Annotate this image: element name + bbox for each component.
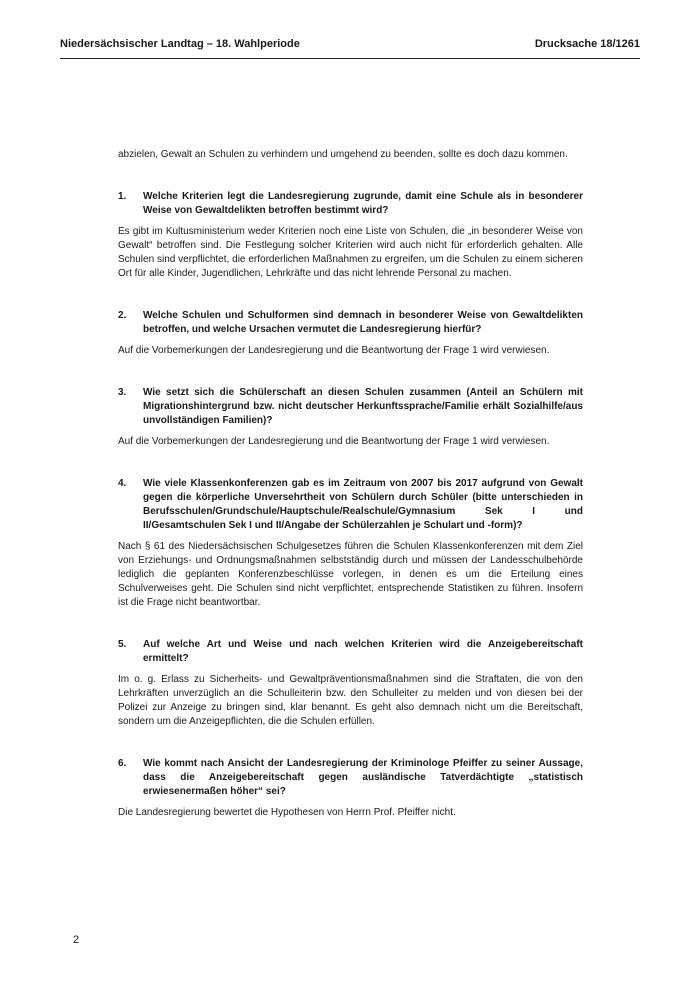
question-number: 6. [118,758,127,769]
question-text: Auf welche Art und Weise und nach welchen Kriterien wird die Anzeigebereitschaft ermittelt? [143,639,583,664]
answer-text: Auf die Vorbemerkungen der Landesregierung und die Beantwortung der Frage 1 wird verwiesen. [118,345,550,356]
question-text: Wie setzt sich die Schülerschaft an diesen Schulen zusammen (Anteil an Schülern mit Migrationshintergrund bzw. nicht deutscher Herkunftssprache/Familie erhält Sozialhilfe/aus unvollständigen Familien)? [143,387,583,426]
question-number: 4. [118,478,127,489]
question-number: 3. [118,387,127,398]
answer-text: Nach § 61 des Niedersächsischen Schulgesetzes führen die Schulen Klassenkonferenzen mit dem Ziel von Erziehungs- und Ordnungsmaßnahmen selbstständig durch und müssen der Landesschulbehörde lediglich die geplanten Konferenzbeschlüsse vorlegen, in denen es um die Erteilung eines Schulverweises geht. Die Schulen sind nicht verpflichtet, entsprechende Statistiken zu führen. Insofern ist die Frage nicht beantwortbar. [118,541,583,608]
question-text: Wie viele Klassenkonferenzen gab es im Zeitraum von 2007 bis 2017 aufgrund von Gewalt gegen die körperliche Unversehrtheit von Schülern durch Schüler (bitte unterschieden in Berufsschulen/Grundschule/Hauptschule/Realschule/Gymnasium Sek I und II/Gesamtschulen Sek I und II/Angabe der Schülerzahlen je Schulart und -form)? [143,478,583,531]
question [118,757,583,799]
qa-item-6 [118,757,583,820]
qa-item-2 [118,309,583,358]
document-number: Drucksache 18/1261 [534,38,640,50]
answer-text: Die Landesregierung bewertet die Hypothesen von Herrn Prof. Pfeiffer nicht. [118,807,456,818]
page-header [60,38,640,59]
intro-paragraph: abzielen, Gewalt an Schulen zu verhindern und umgehend zu beenden, sollte es doch dazu kommen. [118,149,568,160]
page-number: 2 [73,934,80,946]
qa-item-5 [118,638,583,729]
answer-text: Es gibt im Kultusministerium weder Kriterien noch eine Liste von Schulen, die „in besonderer Weise von Gewalt“ betroffen sind. Die Festlegung solcher Kriterien wird auch nicht für erforderlich gehalten. Alle Schulen sind verpflichtet, die erforderlichen Maßnahmen zu ergreifen, um die Schulen zu einem sicheren Ort für alle Kinder, Jugendlichen, Lehrkräfte und das nicht lehrende Personal zu machen. [118,226,583,279]
qa-item-3 [118,386,583,449]
question-number: 1. [118,191,127,202]
question-text: Welche Schulen und Schulformen sind demnach in besonderer Weise von Gewaltdelikten betroffen, und welche Ursachen vermutet die Landesregierung hierfür? [143,310,583,335]
qa-item-4 [118,477,583,610]
question-number: 2. [118,310,127,321]
parliament-title: Niedersächsischer Landtag – 18. Wahlperiode [60,38,300,50]
question-text: Welche Kriterien legt die Landesregierung zugrunde, damit eine Schule als in besonderer Weise von Gewaltdelikten betroffen bestimmt wird? [143,191,583,216]
answer-text: Auf die Vorbemerkungen der Landesregierung und die Beantwortung der Frage 1 wird verwiesen. [118,436,550,447]
question-text: Wie kommt nach Ansicht der Landesregierung der Kriminologe Pfeiffer zu seiner Aussage, dass die Anzeigebereitschaft gegen ausländische Tatverdächtigte „statistisch erwiesenermaßen höher“ sei? [143,758,583,797]
answer-text: Im o. g. Erlass zu Sicherheits- und Gewaltpräventionsmaßnahmen sind die Straftaten, die von den Lehrkräften unverzüglich an die Schulleiterin bzw. den Schulleiter zu melden und von diesen bei der Polizei zur Anzeige zu bringen sind, klar benannt. Es geht also demnach nicht um die Bereitschaft, sondern um die Anzeigepflichten, die die Schulen erfüllen. [118,674,583,727]
qa-item-1 [118,190,583,281]
question-number: 5. [118,639,127,650]
question [118,190,583,218]
question [118,638,583,666]
question [118,386,583,428]
question [118,477,583,533]
question [118,309,583,337]
document-body [118,148,583,848]
